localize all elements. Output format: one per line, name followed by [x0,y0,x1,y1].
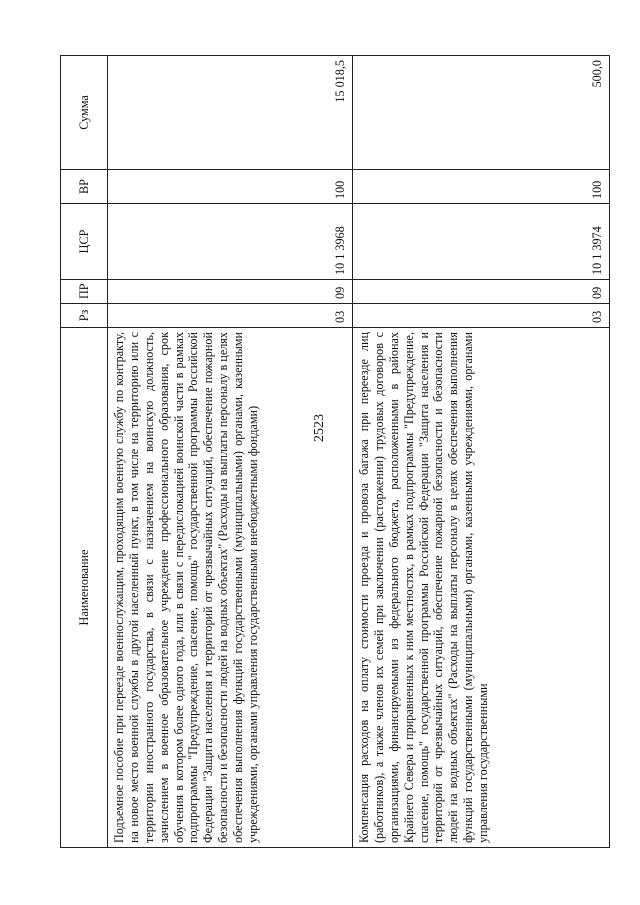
row-csr: 10 1 3968 [108,204,353,280]
header-pr: ПР [61,280,108,304]
row-vr: 100 [108,170,353,204]
row-rz: 03 [353,304,610,328]
row-vr: 100 [353,170,610,204]
header-rz: Рз [61,304,108,328]
row-sum: 15 018,5 [108,56,353,170]
row-name: Компенсация расходов на оплату стоимости проезда и провоза багажа при переезде лиц (работников), а также членов их семей при заключении (расторжении) трудовых договоров с организациями, финансируемыми из федерального бюджета, расположенными в районах Крайнего Севера и приравненных к ним местностях, в рамках подпрограммы "Предупреждение, спасение, помощь" государственной программы Российской Федерации "Защита населения и территорий от чрезвычайных ситуаций, обеспечение пожарной безопасности и безопасности людей на водных объектах" (Расходы на выплаты персоналу в целях обеспечения выполнения функций государственными (муниципальными) органами, казенными учреждениями, органами управления государственными [353,328,610,848]
budget-table [60,55,610,848]
header-csr: ЦСР [61,204,108,280]
row-csr: 10 1 3974 [353,204,610,280]
table-row [353,56,610,848]
header-vr: ВР [61,170,108,204]
header-sum: Сумма [61,56,108,170]
row-sum: 500,0 [353,56,610,170]
page-number: 2523 [312,414,327,442]
table-row [108,56,353,848]
row-pr: 09 [353,280,610,304]
rotated-table-container [60,56,608,848]
table-header-row [61,56,108,848]
row-name: Подъемное пособие при переезде военнослужащим, проходящим военную службу по контракту, на новое место военной службы в другой населенный пункт, в том числе на территорию или с территории иностранного государства, в связи с назначением на воинскую должность, зачислением в военное образовательное учреждение профессионального образования, срок обучения в котором более одного года, или в связи с передислокацией воинской части в рамках подпрограммы "Предупреждение, спасение, помощь" государственной программы Российской Федерации "Защита населения и территорий от чрезвычайных ситуаций, обеспечение пожарной безопасности и безопасности людей на водных объектах" (Расходы на выплаты персоналу в целях обеспечения выполнения функций государственными (муниципальными) органами, казенными учреждениями, органами управления государственными внебюджетными фондами) [108,328,353,848]
row-rz: 03 [108,304,353,328]
row-pr: 09 [108,280,353,304]
header-name: Наименование [61,328,108,848]
